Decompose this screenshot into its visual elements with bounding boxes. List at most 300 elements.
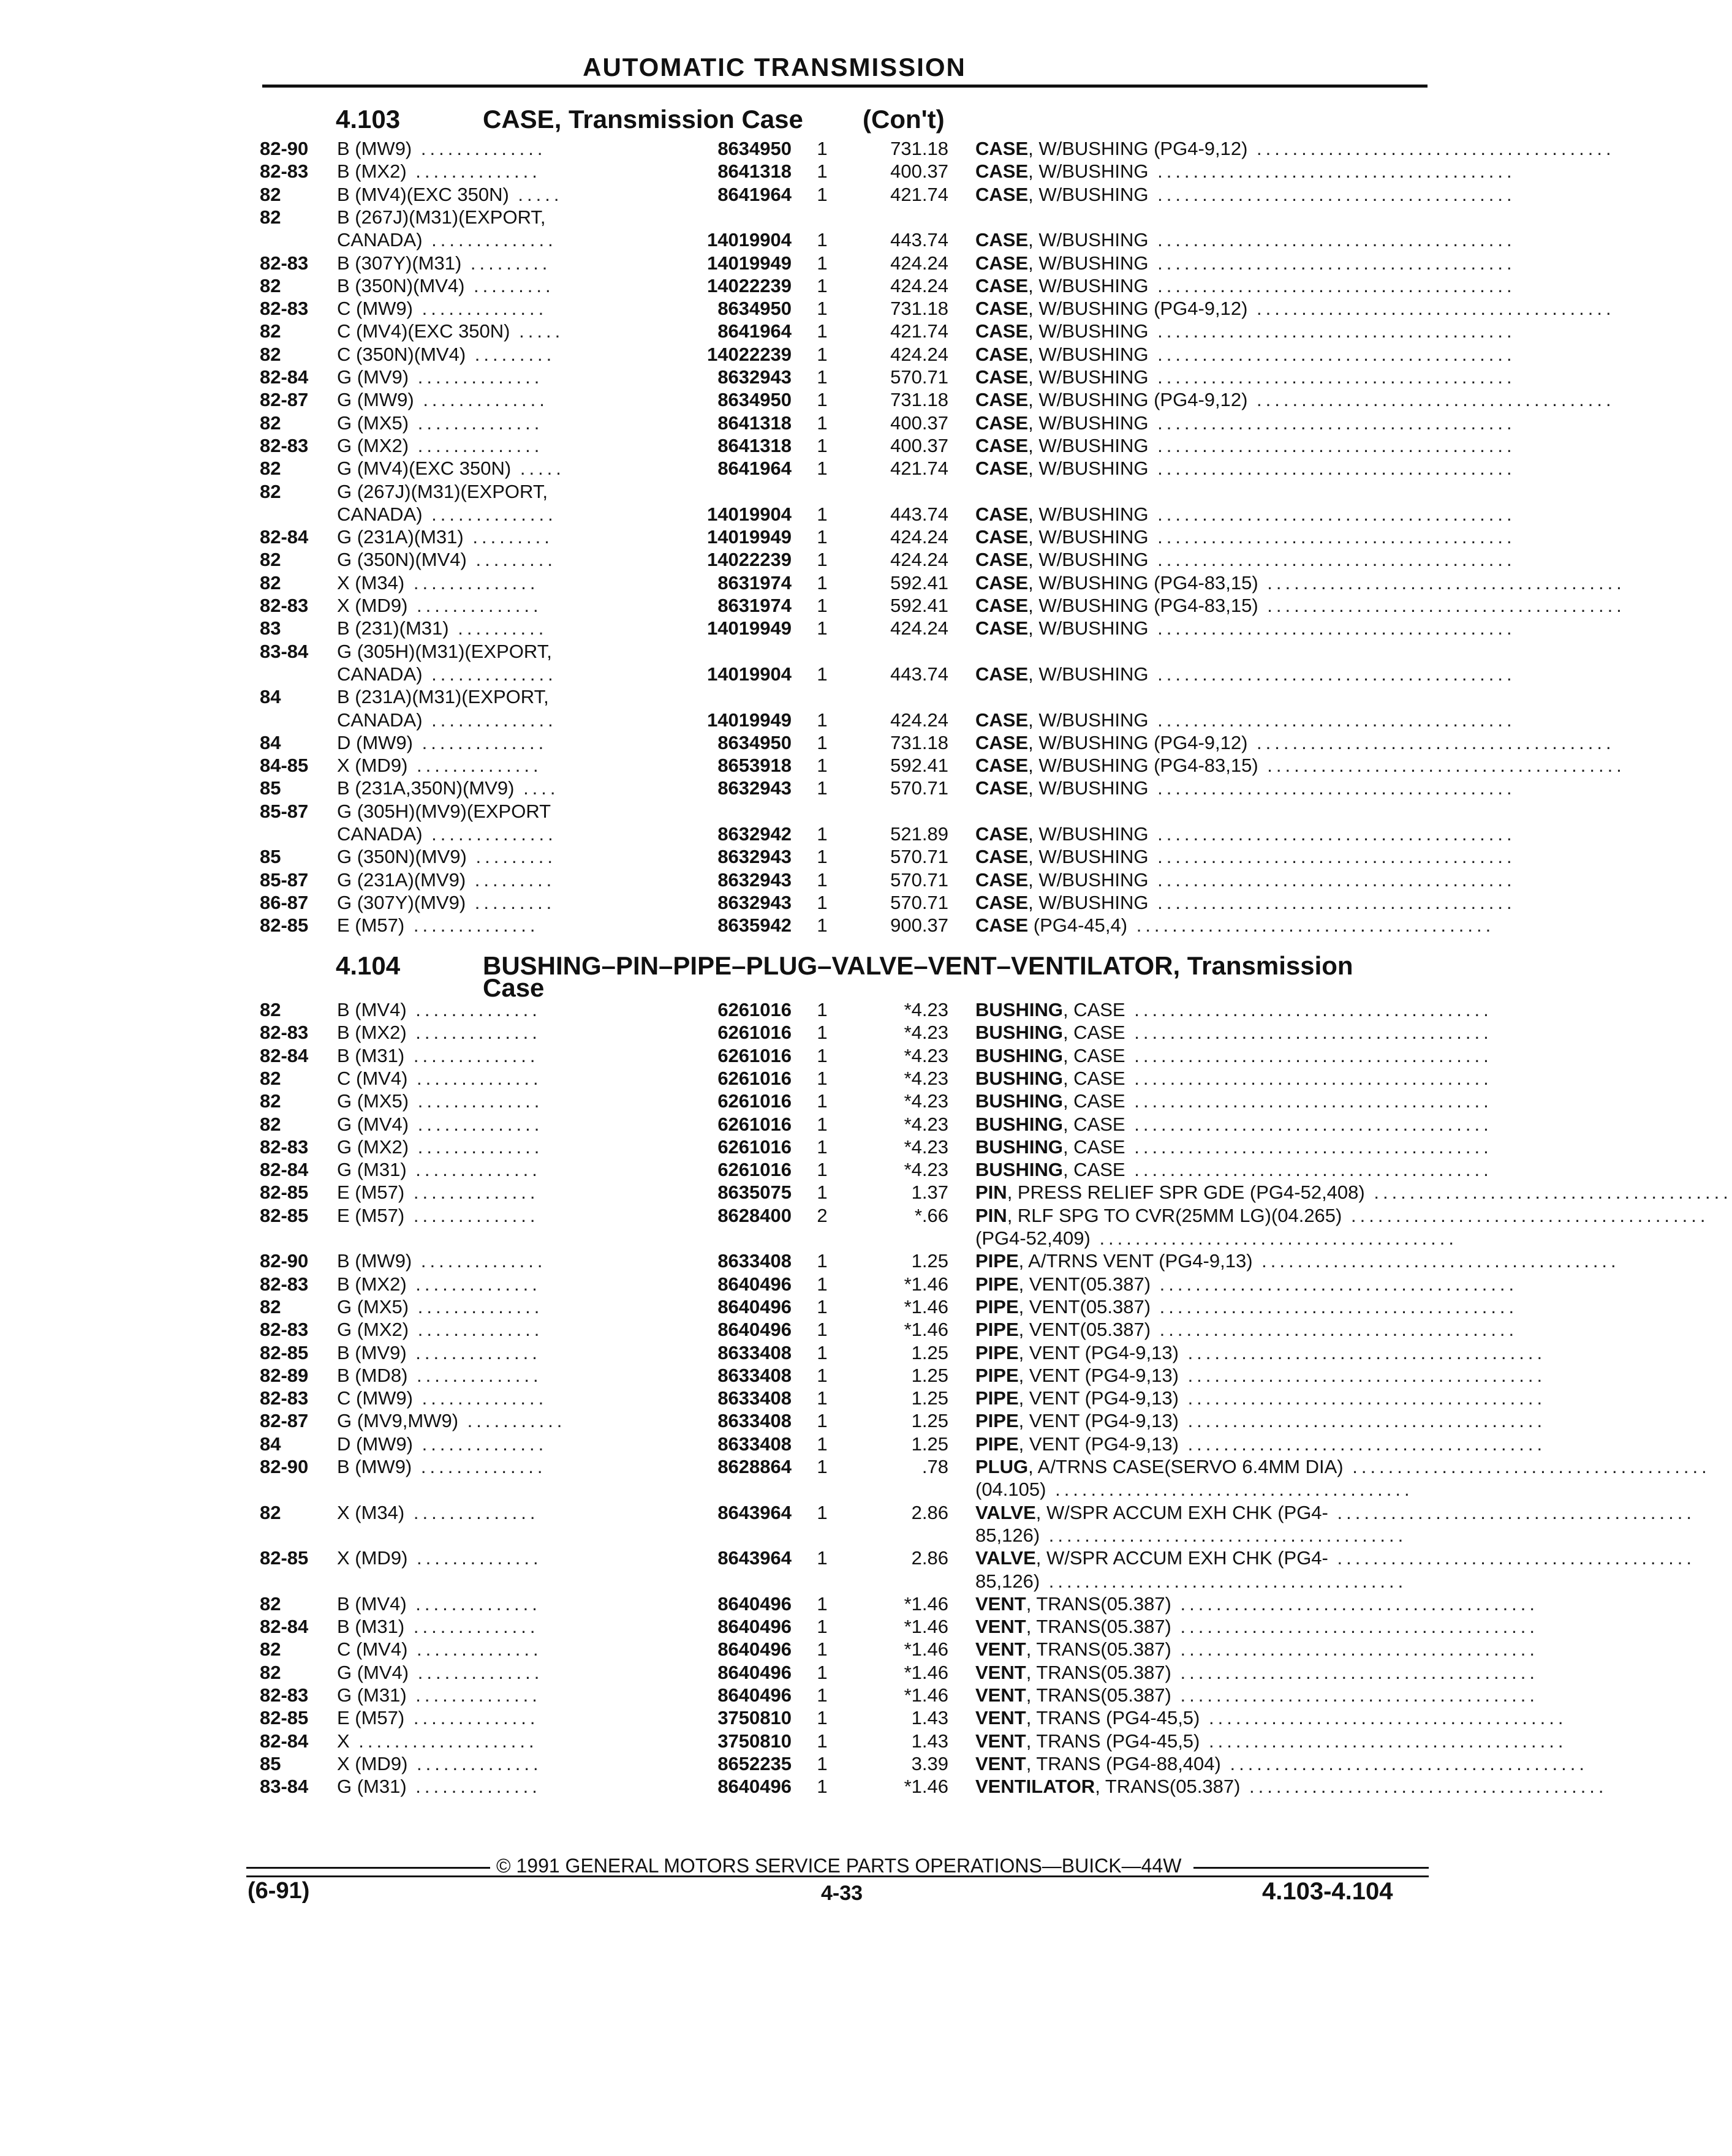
year-range-text: 82-90 bbox=[260, 1456, 309, 1477]
year-range-text: 82 bbox=[260, 412, 281, 434]
price-text: *1.46 bbox=[904, 1593, 948, 1615]
description-keyword: PIN bbox=[975, 1182, 1007, 1204]
quantity-text: 1 bbox=[817, 1044, 828, 1066]
year-range bbox=[260, 595, 308, 616]
price bbox=[843, 184, 948, 205]
model-code-text: G (M31) bbox=[337, 1159, 407, 1181]
part-description-text: BUSHING, CASE bbox=[975, 999, 1125, 1020]
part-description-text: BUSHING, CASE bbox=[975, 1113, 1125, 1135]
description-keyword: CASE bbox=[975, 458, 1029, 480]
leader-dots: .............. bbox=[412, 138, 546, 159]
year-range-text: 82 bbox=[260, 480, 281, 502]
leader-dots: ........................................ bbox=[1178, 1364, 1546, 1386]
part-number-text: 8634950 bbox=[717, 138, 792, 159]
leader-dots: ........................................ bbox=[1148, 412, 1516, 434]
model-code-text: G (267J)(M31)(EXPORT, bbox=[337, 480, 548, 502]
leader-dots: ........................................ bbox=[1148, 869, 1516, 891]
part-description-text: CASE, W/BUSHING (PG4-83,15) bbox=[975, 571, 1258, 594]
description-keyword: PIPE bbox=[975, 1341, 1019, 1363]
part-description-text: VALVE, W/SPR ACCUM EXH CHK (PG4- bbox=[975, 1547, 1328, 1569]
part-number-text: 8633408 bbox=[717, 1250, 792, 1272]
part-description bbox=[975, 1341, 1546, 1363]
part-description bbox=[975, 366, 1516, 388]
price-text: *1.46 bbox=[904, 1638, 948, 1660]
leader-dots: .............. bbox=[409, 366, 543, 388]
year-range-text: 82-85 bbox=[260, 914, 309, 937]
model-code bbox=[337, 458, 565, 479]
part-description bbox=[975, 138, 1615, 159]
year-range bbox=[260, 367, 308, 388]
price-text: 900.37 bbox=[890, 914, 948, 937]
price bbox=[843, 1251, 948, 1272]
quantity bbox=[810, 1639, 834, 1660]
part-description bbox=[975, 1730, 1567, 1752]
leader-dots: .............. bbox=[407, 1752, 542, 1774]
model-code bbox=[337, 1274, 541, 1295]
year-range-text: 85-87 bbox=[260, 869, 309, 891]
model-code-text: B (231A)(M31)(EXPORT, bbox=[337, 686, 549, 708]
quantity-text: 1 bbox=[817, 709, 828, 731]
year-range bbox=[260, 253, 308, 274]
model-code bbox=[337, 184, 562, 205]
leader-dots: ........................................ bbox=[1148, 366, 1516, 388]
part-number bbox=[673, 1274, 792, 1295]
price-text: *1.46 bbox=[904, 1319, 948, 1341]
part-description bbox=[975, 731, 1615, 753]
price-text: 3.39 bbox=[911, 1752, 948, 1774]
part-number-text: 8640496 bbox=[717, 1661, 792, 1683]
part-description bbox=[975, 1022, 1492, 1044]
year-range-text: 84 bbox=[260, 731, 281, 753]
leader-dots: ........................................ bbox=[1125, 1044, 1492, 1066]
year-range bbox=[260, 892, 308, 913]
header-rule bbox=[262, 85, 1428, 88]
part-description bbox=[975, 1136, 1492, 1158]
year-range-text: 82-90 bbox=[260, 138, 309, 159]
part-number bbox=[673, 733, 792, 753]
year-range bbox=[260, 1639, 281, 1660]
model-code-text: B (231)(M31) bbox=[337, 617, 449, 639]
year-range bbox=[260, 1159, 308, 1180]
model-code-text: G (MX2) bbox=[337, 434, 409, 456]
year-range bbox=[260, 1776, 308, 1797]
price bbox=[843, 1434, 948, 1455]
year-range-text: 82-87 bbox=[260, 389, 309, 411]
quantity bbox=[810, 915, 834, 936]
quantity bbox=[810, 595, 834, 616]
year-range bbox=[260, 435, 308, 456]
leader-dots: ........................................ bbox=[1328, 1547, 1695, 1569]
part-number-text: 8641964 bbox=[717, 320, 792, 342]
part-number bbox=[673, 1776, 792, 1797]
leader-dots: ..... bbox=[510, 320, 564, 342]
description-keyword: VENT bbox=[975, 1707, 1026, 1729]
quantity-text: 1 bbox=[817, 755, 828, 777]
year-range bbox=[260, 1502, 281, 1523]
model-code-text: B (MX2) bbox=[337, 1273, 407, 1295]
leader-dots: ........................................ bbox=[1148, 503, 1516, 525]
price bbox=[843, 527, 948, 548]
price-text: 570.71 bbox=[890, 366, 948, 388]
leader-dots: ......... bbox=[466, 891, 556, 913]
model-code-text: B (MW9) bbox=[337, 138, 412, 159]
part-description-text: (PG4-52,409) bbox=[975, 1227, 1091, 1249]
model-code bbox=[337, 824, 557, 845]
part-description bbox=[975, 160, 1516, 183]
part-description-text: VENT, TRANS(05.387) bbox=[975, 1616, 1171, 1638]
year-range-text: 84 bbox=[260, 1433, 281, 1455]
year-range-text: 82-89 bbox=[260, 1364, 309, 1386]
quantity-text: 1 bbox=[817, 1752, 828, 1774]
price bbox=[843, 1662, 948, 1683]
quantity bbox=[810, 1182, 834, 1203]
part-number bbox=[673, 458, 792, 479]
year-range-text: 82 bbox=[260, 1090, 281, 1112]
quantity-text: 1 bbox=[817, 823, 828, 845]
part-description-text: CASE, W/BUSHING bbox=[975, 412, 1149, 434]
part-number bbox=[673, 1046, 792, 1066]
part-description-text: (04.105) bbox=[975, 1479, 1046, 1501]
price-text: *4.23 bbox=[904, 1067, 948, 1089]
description-keyword: CASE bbox=[975, 320, 1029, 342]
year-range bbox=[260, 413, 281, 434]
model-code bbox=[337, 321, 564, 342]
leader-dots: .............. bbox=[406, 1273, 541, 1295]
model-code-text: G (231A)(M31) bbox=[337, 526, 464, 548]
price-text: 400.37 bbox=[890, 434, 948, 456]
leader-dots: ........................................ bbox=[1328, 1501, 1695, 1523]
quantity bbox=[810, 1046, 834, 1066]
part-number bbox=[673, 1434, 792, 1455]
part-number-text: 8640496 bbox=[717, 1273, 792, 1295]
leader-dots: ........................................ bbox=[1125, 1090, 1492, 1112]
leader-dots: ........................................ bbox=[1125, 1067, 1492, 1089]
quantity bbox=[810, 1616, 834, 1637]
leader-dots: ........................................ bbox=[1125, 1113, 1492, 1135]
part-number bbox=[673, 1639, 792, 1660]
quantity-text: 1 bbox=[817, 1730, 828, 1752]
year-range bbox=[260, 1616, 308, 1637]
quantity-text: 1 bbox=[817, 1295, 828, 1317]
part-number-text: 6261016 bbox=[717, 1067, 792, 1089]
model-code-text: CANADA) bbox=[337, 229, 423, 251]
part-description bbox=[975, 1273, 1518, 1295]
part-number bbox=[673, 755, 792, 776]
year-range-text: 83-84 bbox=[260, 640, 309, 662]
part-number bbox=[673, 504, 792, 525]
leader-dots: .............. bbox=[404, 914, 539, 937]
price-text: 1.37 bbox=[911, 1182, 948, 1204]
model-code bbox=[337, 435, 543, 456]
description-keyword: VENT bbox=[975, 1752, 1026, 1774]
price bbox=[843, 413, 948, 434]
quantity-text: 1 bbox=[817, 869, 828, 891]
price bbox=[843, 892, 948, 913]
quantity-text: 1 bbox=[817, 229, 828, 251]
price-text: 2.86 bbox=[911, 1547, 948, 1569]
price-text: *.66 bbox=[914, 1204, 948, 1226]
year-range-text: 82-83 bbox=[260, 298, 309, 320]
model-code-text: G (MV4) bbox=[337, 1661, 409, 1683]
description-keyword: BUSHING bbox=[975, 1090, 1063, 1112]
quantity-text: 1 bbox=[817, 138, 828, 159]
leader-dots: ........................................ bbox=[1040, 1524, 1407, 1546]
price-text: *4.23 bbox=[904, 1159, 948, 1181]
leader-dots: .............. bbox=[412, 298, 548, 320]
year-range bbox=[260, 1297, 281, 1317]
part-number-text: 8633408 bbox=[717, 1410, 792, 1432]
leader-dots: .............. bbox=[406, 1022, 541, 1044]
price bbox=[843, 710, 948, 731]
quantity bbox=[810, 664, 834, 685]
quantity bbox=[810, 1685, 834, 1706]
quantity-text: 1 bbox=[817, 891, 828, 913]
year-range bbox=[260, 1594, 281, 1615]
quantity-text: 1 bbox=[817, 617, 828, 639]
part-description-text: CASE, W/BUSHING bbox=[975, 458, 1149, 480]
year-range-text: 82-85 bbox=[260, 1707, 309, 1729]
description-keyword: BUSHING bbox=[975, 1136, 1063, 1158]
part-number-text: 8633408 bbox=[717, 1433, 792, 1455]
part-description-text: PIPE, VENT (PG4-9,13) bbox=[975, 1410, 1179, 1432]
year-range bbox=[260, 1319, 308, 1340]
year-range-text: 82-83 bbox=[260, 1022, 309, 1044]
part-description-text: BUSHING, CASE bbox=[975, 1044, 1125, 1066]
part-description bbox=[975, 1067, 1492, 1089]
model-code bbox=[337, 230, 557, 251]
leader-dots: ........................................ bbox=[1151, 1295, 1518, 1317]
price-text: *1.46 bbox=[904, 1776, 948, 1798]
price-text: 424.24 bbox=[890, 252, 948, 274]
price-text: *1.46 bbox=[904, 1684, 948, 1706]
year-range-text: 82-83 bbox=[260, 1684, 309, 1706]
model-code-text: X (M34) bbox=[337, 571, 405, 594]
quantity-text: 1 bbox=[817, 571, 828, 594]
description-keyword: CASE bbox=[975, 755, 1029, 777]
part-description bbox=[975, 777, 1516, 799]
leader-dots: ........................................ bbox=[1148, 891, 1516, 913]
quantity bbox=[810, 1594, 834, 1615]
year-range-text: 82-83 bbox=[260, 1319, 309, 1341]
quantity-text: 1 bbox=[817, 526, 828, 548]
part-description-text: VENT, TRANS (PG4-45,5) bbox=[975, 1730, 1200, 1752]
year-range bbox=[260, 481, 281, 502]
model-code bbox=[337, 892, 555, 913]
leader-dots: ........................................ bbox=[1148, 274, 1516, 296]
model-code bbox=[337, 1731, 538, 1752]
part-number bbox=[673, 138, 792, 159]
year-range bbox=[260, 687, 281, 707]
part-number bbox=[673, 1708, 792, 1728]
part-description-text: BUSHING, CASE bbox=[975, 1136, 1125, 1158]
price-text: 1.25 bbox=[911, 1341, 948, 1363]
part-description-text: CASE, W/BUSHING bbox=[975, 823, 1149, 845]
leader-dots: .............. bbox=[406, 1159, 541, 1181]
year-range bbox=[260, 549, 281, 570]
quantity-text: 1 bbox=[817, 320, 828, 342]
price bbox=[843, 1068, 948, 1089]
model-code bbox=[337, 504, 557, 525]
description-keyword: CASE bbox=[975, 869, 1029, 891]
part-number-text: 8641964 bbox=[717, 183, 792, 205]
model-code bbox=[337, 573, 539, 594]
price-text: 570.71 bbox=[890, 846, 948, 868]
part-number bbox=[673, 298, 792, 319]
quantity bbox=[810, 1114, 834, 1135]
quantity-text: 1 bbox=[817, 298, 828, 320]
model-code-text: E (M57) bbox=[337, 1182, 405, 1204]
quantity-text: 1 bbox=[817, 1616, 828, 1638]
model-code bbox=[337, 161, 541, 182]
part-number bbox=[673, 435, 792, 456]
part-number bbox=[673, 1662, 792, 1683]
part-description-text: CASE, W/BUSHING bbox=[975, 503, 1149, 525]
quantity bbox=[810, 435, 834, 456]
part-description-text: PIPE, VENT(05.387) bbox=[975, 1273, 1151, 1295]
part-number-text: 3750810 bbox=[717, 1707, 792, 1729]
part-description-text: PIN, RLF SPG TO CVR(25MM LG)(04.265) bbox=[975, 1204, 1342, 1226]
part-description-text: VENTILATOR, TRANS(05.387) bbox=[975, 1776, 1241, 1798]
part-description-text: CASE, W/BUSHING bbox=[975, 549, 1149, 571]
price-text: *4.23 bbox=[904, 1113, 948, 1135]
model-code-text: G (MX5) bbox=[337, 1295, 409, 1317]
year-range bbox=[260, 527, 308, 548]
price-text: *4.23 bbox=[904, 1022, 948, 1044]
model-code-text: D (MW9) bbox=[337, 731, 413, 753]
price-text: .78 bbox=[921, 1456, 948, 1477]
model-code-text: B (MV4) bbox=[337, 999, 407, 1020]
part-description bbox=[975, 1593, 1539, 1615]
part-description-text: CASE, W/BUSHING bbox=[975, 274, 1149, 296]
model-code-text: B (M31) bbox=[337, 1044, 405, 1066]
leader-dots: ........................................ bbox=[1148, 777, 1516, 799]
price bbox=[843, 504, 948, 525]
year-range-text: 82-84 bbox=[260, 366, 309, 388]
leader-dots: ........................................ bbox=[1342, 1204, 1709, 1226]
quantity bbox=[810, 1022, 834, 1043]
price-text: 424.24 bbox=[890, 709, 948, 731]
model-code bbox=[337, 481, 548, 502]
year-range-text: 82 bbox=[260, 1295, 281, 1317]
price bbox=[843, 253, 948, 274]
part-description bbox=[975, 1090, 1492, 1112]
leader-dots: ........................................ bbox=[1171, 1661, 1539, 1683]
part-description-text: CASE, W/BUSHING bbox=[975, 869, 1149, 891]
model-code-text: D (MW9) bbox=[337, 1433, 413, 1455]
year-range bbox=[260, 846, 281, 867]
leader-dots: ........................................ bbox=[1171, 1684, 1539, 1706]
price-text: 1.25 bbox=[911, 1364, 948, 1386]
part-number bbox=[673, 1457, 792, 1477]
model-code bbox=[337, 413, 543, 434]
leader-dots: ........................................ bbox=[1200, 1707, 1567, 1729]
part-number bbox=[673, 1685, 792, 1706]
quantity bbox=[810, 138, 834, 159]
part-number bbox=[673, 710, 792, 731]
part-description bbox=[975, 595, 1625, 616]
part-description bbox=[975, 1456, 1711, 1477]
description-keyword: CASE bbox=[975, 731, 1029, 753]
part-description-text: PIPE, VENT (PG4-9,13) bbox=[975, 1433, 1179, 1455]
quantity-text: 1 bbox=[817, 274, 828, 296]
year-range bbox=[260, 1137, 308, 1158]
year-range-text: 82-87 bbox=[260, 1410, 309, 1432]
model-code bbox=[337, 1319, 543, 1340]
model-code-text: B (MV4) bbox=[337, 1593, 407, 1615]
leader-dots: ........... bbox=[458, 1410, 566, 1432]
quantity-text: 1 bbox=[817, 343, 828, 365]
price bbox=[843, 1639, 948, 1660]
leader-dots: ......... bbox=[466, 549, 557, 571]
part-description-text: CASE, W/BUSHING bbox=[975, 183, 1149, 205]
description-keyword: VENT bbox=[975, 1593, 1026, 1615]
year-range-text: 84 bbox=[260, 686, 281, 708]
leader-dots: .............. bbox=[407, 595, 542, 616]
part-number-text: 8634950 bbox=[717, 389, 792, 411]
part-number bbox=[673, 824, 792, 845]
quantity-text: 1 bbox=[817, 999, 828, 1020]
description-keyword: CASE bbox=[975, 617, 1029, 639]
year-range bbox=[260, 641, 308, 662]
part-description-text: 85,126) bbox=[975, 1570, 1040, 1592]
price-text: 443.74 bbox=[890, 229, 948, 251]
description-keyword: CASE bbox=[975, 914, 1029, 937]
part-description-text: 85,126) bbox=[975, 1524, 1040, 1546]
description-keyword: CASE bbox=[975, 138, 1029, 159]
part-number-text: 8641964 bbox=[717, 458, 792, 480]
part-description bbox=[975, 298, 1615, 320]
description-keyword: CASE bbox=[975, 252, 1029, 274]
footer-page-number: 4-33 bbox=[821, 1882, 863, 1905]
part-number-text: 6261016 bbox=[717, 1159, 792, 1181]
description-keyword: PIN bbox=[975, 1204, 1007, 1226]
leader-dots: ........................................ bbox=[1240, 1776, 1608, 1798]
part-number bbox=[673, 230, 792, 251]
description-keyword: BUSHING bbox=[975, 999, 1063, 1020]
quantity bbox=[810, 413, 834, 434]
year-range-text: 85 bbox=[260, 777, 281, 799]
section-title bbox=[336, 951, 1353, 1002]
leader-dots: ......... bbox=[463, 526, 553, 548]
year-range-text: 82-83 bbox=[260, 160, 309, 183]
quantity bbox=[810, 1000, 834, 1020]
part-description bbox=[975, 1319, 1518, 1341]
part-number bbox=[673, 1068, 792, 1089]
part-description-text: CASE, W/BUSHING bbox=[975, 229, 1149, 251]
price bbox=[843, 1137, 948, 1158]
quantity bbox=[810, 253, 834, 274]
leader-dots: .................... bbox=[349, 1730, 538, 1752]
model-code-text: B (MV4)(EXC 350N) bbox=[337, 183, 509, 205]
leader-dots: ........................................ bbox=[1125, 1136, 1492, 1158]
part-number-text: 8643964 bbox=[717, 1501, 792, 1523]
model-code-text: X bbox=[337, 1730, 350, 1752]
year-range-text: 82 bbox=[260, 274, 281, 296]
part-description bbox=[975, 1433, 1546, 1455]
description-keyword: CASE bbox=[975, 366, 1029, 388]
model-code bbox=[337, 253, 551, 274]
part-description-text: BUSHING, CASE bbox=[975, 1067, 1125, 1089]
part-description-text: PLUG, A/TRNS CASE(SERVO 6.4MM DIA) bbox=[975, 1456, 1344, 1477]
part-description-text: CASE, W/BUSHING bbox=[975, 343, 1149, 365]
part-number bbox=[673, 390, 792, 410]
quantity bbox=[810, 161, 834, 182]
quantity-text: 1 bbox=[817, 1090, 828, 1112]
part-number-text: 8640496 bbox=[717, 1638, 792, 1660]
description-keyword: VENT bbox=[975, 1638, 1026, 1660]
part-description bbox=[975, 458, 1516, 480]
leader-dots: .............. bbox=[407, 1638, 542, 1660]
